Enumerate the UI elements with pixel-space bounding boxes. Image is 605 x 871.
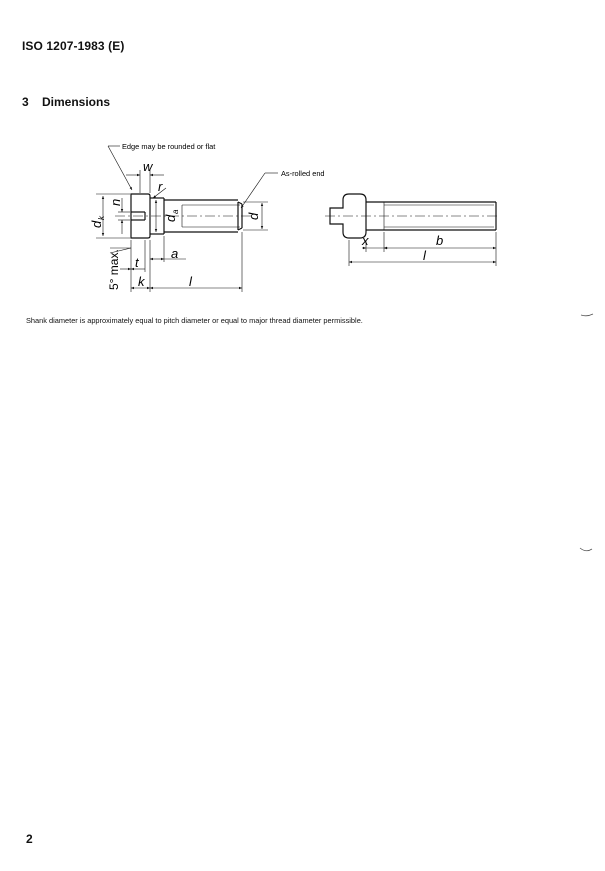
label-d: d (246, 212, 261, 220)
page-number: 2 (26, 832, 33, 846)
label-t: t (135, 255, 139, 270)
label-l2: l (423, 248, 426, 263)
callout-as-rolled-end: As-rolled end (281, 169, 325, 178)
scan-artifact-mark (580, 312, 594, 318)
label-da-subscript: a (171, 209, 180, 214)
label-da: d (163, 214, 178, 222)
standard-header: ISO 1207-1983 (E) (22, 39, 125, 53)
label-dk-subscript: k (97, 216, 106, 220)
label-dk: d (89, 220, 104, 228)
label-r: r (158, 179, 163, 194)
label-k: k (138, 274, 145, 289)
callout-edge: Edge may be rounded or flat (122, 142, 216, 151)
screw-dimension-figure (0, 0, 605, 300)
section-title: Dimensions (42, 95, 111, 109)
label-x: x (362, 233, 369, 248)
label-w: w (143, 159, 153, 174)
label-b: b (436, 233, 444, 248)
label-a: a (171, 246, 179, 261)
section-number: 3 (22, 95, 29, 109)
label-l: l (189, 274, 192, 289)
label-angle: 5° max. (107, 249, 121, 290)
label-n: n (108, 198, 123, 206)
scan-artifact-mark (579, 546, 593, 554)
figure-note: Shank diameter is approximately equal to pitch diameter or equal to major thread diameter permissible. (26, 316, 363, 325)
